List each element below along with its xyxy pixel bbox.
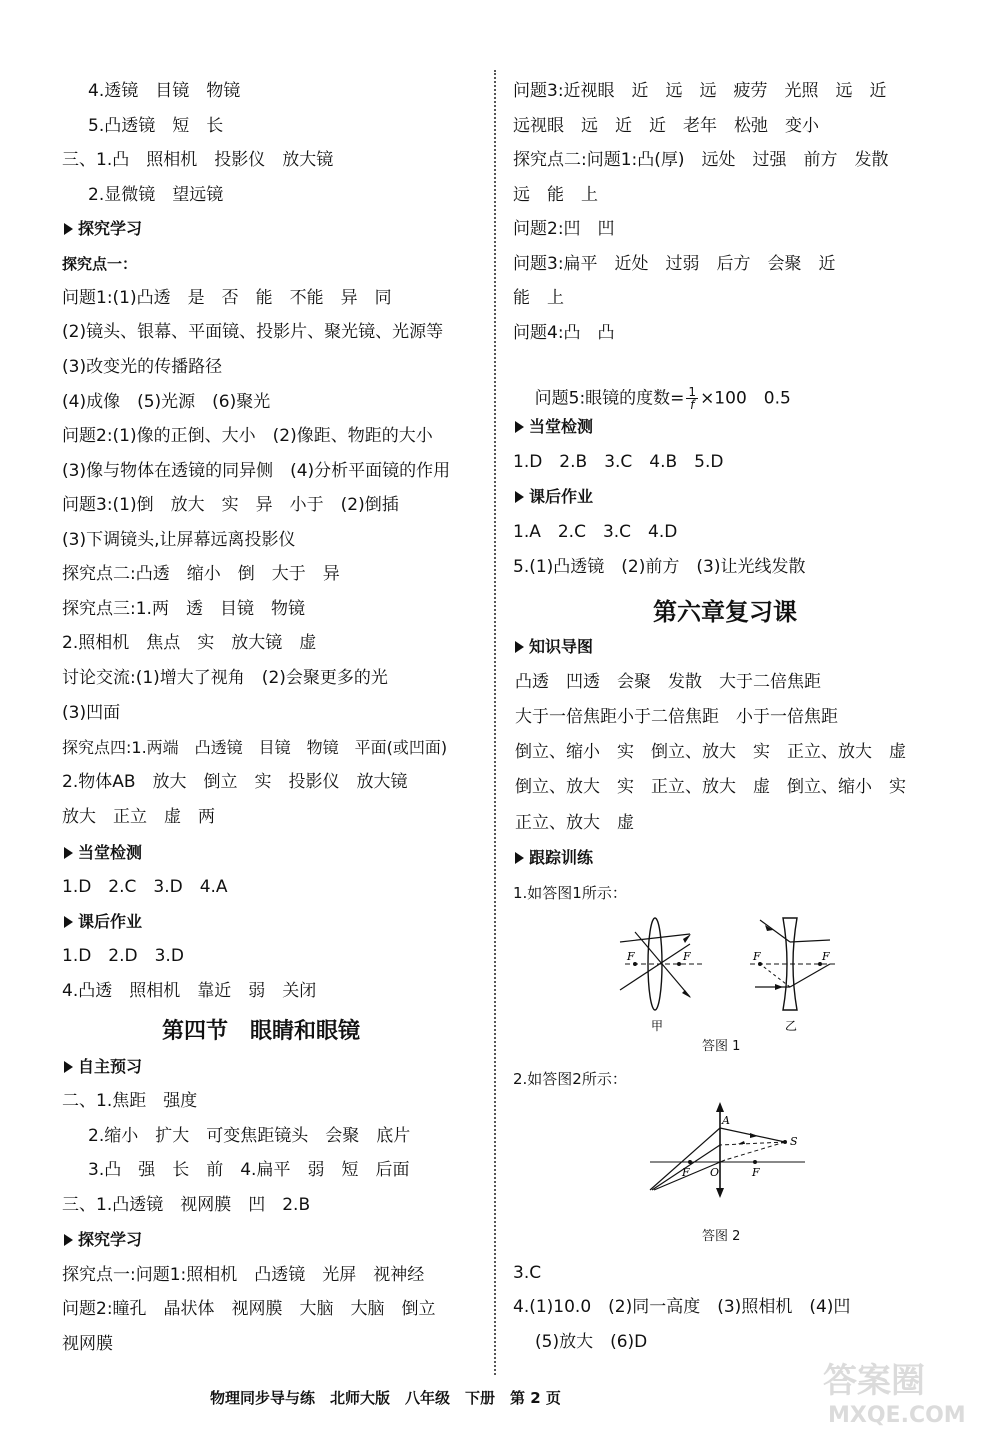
formula-line: 问题5:眼镜的度数= $\frac{1}{f}$ ×100 0.5 [534,385,791,412]
triangle-icon [515,852,524,864]
text-line: 3.凸 强 长 前 4.扁平 弱 短 后面 [88,1160,410,1180]
text-line: 倒立、缩小 实 倒立、放大 实 正立、放大 虚 [515,742,906,762]
lens-label-jia: 甲 [651,1019,664,1033]
text-line: 大于一倍焦距小于二倍焦距 小于一倍焦距 [515,707,838,727]
text-line: 探究点一： [62,255,138,273]
text-line: (3)凹面 [62,703,121,723]
lens-label-yi: 乙 [785,1019,798,1033]
text-line: 探究点一:问题1:照相机 凸透镜 光屏 视神经 [62,1265,425,1285]
svg-text:答案圈: 答案圈 [823,1361,925,1401]
text-line: 能 上 [513,288,564,308]
text-line: (5)放大 (6)D [535,1332,648,1352]
text-line: 5.(1)凸透镜 (2)前方 (3)让光线发散 [513,557,806,577]
text-line: 问题2:凹 凹 [513,219,615,239]
section-header: 探究学习 [64,1229,142,1251]
section-header: 探究学习 [64,218,142,240]
focus-label: F [822,950,830,963]
text-line: 探究点二:问题1:凸(厚) 远处 过强 前方 发散 [513,150,889,170]
text-line: 1.D 2.D 3.D [62,946,184,966]
lens-diagram-1 [615,912,845,1037]
text-line: 2.如答图2所示： [513,1070,627,1088]
text-line: 讨论交流:(1)增大了视角 (2)会聚更多的光 [62,668,388,688]
text-line: 远视眼 远 近 近 老年 松弛 变小 [513,116,819,136]
text-line: 问题1:(1)凸透 是 否 能 不能 异 同 [62,288,392,308]
text-line: (3)像与物体在透镜的同异侧 (4)分析平面镜的作用 [62,461,451,481]
chapter-title: 第六章复习课 [653,598,797,626]
triangle-icon [64,847,73,859]
section-header: 自主预习 [64,1056,142,1078]
text-line: 视网膜 [62,1334,113,1354]
figure-caption: 答图 2 [702,1229,741,1244]
text-line: 问题4:凸 凸 [513,323,615,343]
text-line: 5.凸透镜 短 长 [88,116,224,136]
section-header: 课后作业 [515,486,593,508]
triangle-icon [64,223,73,235]
text-line: 三、1.凸透镜 视网膜 凹 2.B [62,1195,311,1215]
text-line: 三、1.凸 照相机 投影仪 放大镜 [62,150,334,170]
section-header: 当堂检测 [64,842,142,864]
text-line: 探究点三:1.两 透 目镜 物镜 [62,599,305,619]
point-label: O [710,1166,720,1179]
text-line: 2.显微镜 望远镜 [88,185,224,205]
text-line: 倒立、放大 实 正立、放大 虚 倒立、缩小 实 [515,777,906,797]
section-header: 跟踪训练 [515,847,593,869]
text-line: 凸透 凹透 会聚 发散 大于二倍焦距 [515,672,821,692]
focus-label: F [627,950,635,963]
section-header: 当堂检测 [515,416,593,438]
text-line: 正立、放大 虚 [515,813,634,833]
triangle-icon [515,421,524,433]
text-line: (3)改变光的传播路径 [62,357,223,377]
text-line: 问题3:扁平 近处 过弱 后方 会聚 近 [513,254,836,274]
text-line: (3)下调镜头,让屏幕远离投影仪 [62,530,296,550]
column-divider [494,70,496,1375]
text-line: 4.凸透 照相机 靠近 弱 关闭 [62,981,317,1001]
lens-diagram-2 [640,1100,815,1200]
text-line: 问题2:瞳孔 晶状体 视网膜 大脑 大脑 倒立 [62,1299,436,1319]
text-line: 2.照相机 焦点 实 放大镜 虚 [62,633,317,653]
text-line: (2)镜头、银幕、平面镜、投影片、聚光镜、光源等 [62,322,444,342]
section-header: 课后作业 [64,911,142,933]
section-title: 第四节 眼睛和眼镜 [162,1019,361,1044]
page-footer: 物理同步导与练 北师大版 八年级 下册 第 2 页 [210,1389,561,1407]
text-line: 4.(1)10.0 (2)同一高度 (3)照相机 (4)凹 [513,1297,851,1317]
triangle-icon [515,491,524,503]
point-label: S [790,1135,798,1148]
text-line: 2.缩小 扩大 可变焦距镜头 会聚 底片 [88,1126,411,1146]
focus-label: F [752,1166,760,1179]
watermark-logo [818,1350,988,1430]
text-line: 1.A 2.C 3.C 4.D [513,522,678,542]
text-line: 2.物体AB 放大 倒立 实 投影仪 放大镜 [62,772,408,792]
text-line: 放大 正立 虚 两 [62,807,215,827]
triangle-icon [515,641,524,653]
fraction: $\frac{1}{f}$ [688,385,697,412]
text-line: 1.D 2.C 3.D 4.A [62,877,228,897]
svg-text:MXQE.COM: MXQE.COM [828,1403,966,1428]
text-line: 远 能 上 [513,185,598,205]
text-line: 4.透镜 目镜 物镜 [88,81,241,101]
triangle-icon [64,916,73,928]
text-line: 探究点二:凸透 缩小 倒 大于 异 [62,564,340,584]
text-line: 问题3:近视眼 近 远 远 疲劳 光照 远 近 [513,81,887,101]
focus-label: F [683,950,691,963]
text-line: (4)成像 (5)光源 (6)聚光 [62,392,271,412]
text-line: 1.D 2.B 3.C 4.B 5.D [513,452,724,472]
triangle-icon [64,1234,73,1246]
point-label: A [722,1114,730,1127]
text-line: 二、1.焦距 强度 [62,1091,198,1111]
text-line: 问题3:(1)倒 放大 实 异 小于 (2)倒插 [62,495,399,515]
figure-caption: 答图 1 [702,1039,741,1054]
triangle-icon [64,1061,73,1073]
focus-label: F [753,950,761,963]
focus-label: F [682,1166,690,1179]
text-line: 3.C [513,1263,542,1283]
text-line: 1.如答图1所示： [513,884,627,902]
text-line: 探究点四:1.两端 凸透镜 目镜 物镜 平面(或凹面) [62,738,448,757]
text-line: 问题2:(1)像的正倒、大小 (2)像距、物距的大小 [62,426,433,446]
section-header: 知识导图 [515,636,593,658]
